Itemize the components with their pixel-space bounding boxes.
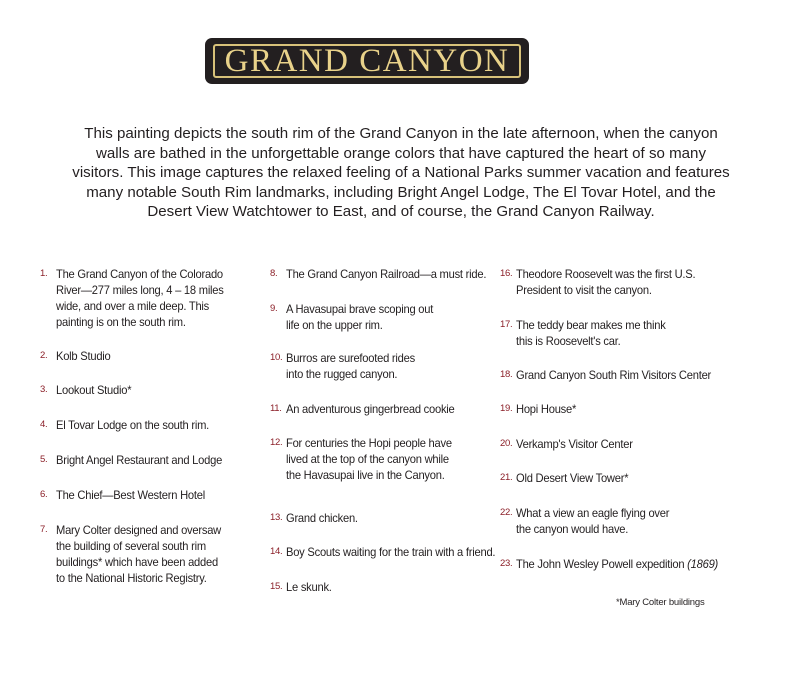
legend-item-text	[56, 417, 209, 433]
legend-item-text	[516, 317, 666, 349]
legend-item-number: 16.	[500, 268, 513, 279]
legend-item	[500, 266, 709, 298]
legend-item-number: 11.	[270, 403, 282, 414]
legend-item-line: to the National Historic Registry.	[56, 571, 207, 585]
page-title: GRAND CANYON	[224, 42, 510, 79]
legend-item-text	[286, 301, 433, 333]
legend-item-number: 6.	[40, 489, 48, 500]
legend-item-line: Hopi House*	[516, 402, 577, 416]
legend-item-number: 3.	[40, 384, 48, 395]
legend-item-line: the canyon would have.	[516, 522, 629, 536]
legend-item-text	[56, 522, 221, 586]
legend-item-line: President to visit the canyon.	[516, 283, 652, 297]
legend-item-text	[286, 401, 455, 417]
legend-item-number: 12.	[270, 437, 283, 448]
legend-item-text	[56, 487, 205, 503]
legend-item-line: For centuries the Hopi people have	[286, 436, 452, 450]
legend-item-number: 8.	[270, 268, 278, 279]
legend-item-number: 14.	[270, 546, 283, 557]
legend-item	[270, 266, 501, 282]
legend-item-line: El Tovar Lodge on the south rim.	[56, 418, 210, 432]
legend-item	[40, 452, 235, 468]
legend-item	[40, 348, 115, 364]
title-banner	[205, 38, 529, 84]
legend-item	[270, 401, 467, 417]
legend-item-line: wide, and over a mile deep. This	[56, 299, 210, 313]
legend-item-line: Boy Scouts waiting for the train with a friend.	[286, 545, 496, 559]
legend-item-text	[286, 510, 358, 526]
legend-item-number: 22.	[500, 507, 513, 518]
legend-item-number: 23.	[500, 558, 513, 569]
legend-item	[270, 350, 425, 382]
legend-item-number: 2.	[40, 350, 48, 361]
legend-item-line: Grand Canyon South Rim Visitors Center	[516, 368, 712, 382]
legend-item-text	[56, 348, 111, 364]
legend-item-line: the building of several south rim	[56, 539, 206, 553]
legend-item-line: this is Roosevelt's car.	[516, 334, 621, 348]
legend-item-line: into the rugged canyon.	[286, 367, 398, 381]
legend-item-text	[516, 367, 711, 383]
legend-item-number: 20.	[500, 438, 513, 449]
legend-item-number: 13.	[270, 512, 283, 523]
legend-item-number: 5.	[40, 454, 48, 465]
legend-item-line: The Grand Canyon Railroad—a must ride.	[286, 267, 487, 281]
legend-item-line: Burros are surefooted rides	[286, 351, 415, 365]
legend-item-line: The Grand Canyon of the Colorado	[56, 267, 223, 281]
legend-item-line: Old Desert View Tower*	[516, 471, 629, 485]
legend-item	[500, 470, 637, 486]
legend-item-text	[516, 266, 695, 298]
legend-item	[500, 401, 581, 417]
legend-item	[500, 317, 677, 349]
legend-item-line: The John Wesley Powell expedition	[516, 557, 685, 571]
legend-item-text	[516, 556, 718, 572]
legend-item-line: Verkamp's Visitor Center	[516, 437, 633, 451]
legend-item-line: What a view an eagle flying over	[516, 506, 670, 520]
legend-item-line: A Havasupai brave scoping out	[286, 302, 434, 316]
legend-item-text	[286, 544, 495, 560]
legend-item-text	[286, 579, 332, 595]
legend-item-line-wrap	[516, 556, 718, 572]
legend-item-text	[286, 435, 452, 483]
legend-item-number: 7.	[40, 524, 48, 535]
legend-item-number: 9.	[270, 303, 278, 314]
legend-item	[270, 301, 444, 333]
legend-item-text	[56, 452, 222, 468]
legend-item-line: Mary Colter designed and oversaw	[56, 523, 222, 537]
legend-item-number: 17.	[500, 319, 513, 330]
legend-item	[500, 505, 681, 537]
legend-item	[40, 522, 233, 586]
legend-item-number: 1.	[40, 268, 48, 279]
legend-item	[270, 510, 363, 526]
legend-item	[270, 579, 335, 595]
legend-item	[500, 436, 641, 452]
legend-item	[40, 266, 236, 330]
footnote: *Mary Colter buildings	[616, 597, 705, 608]
legend-item-line: Lookout Studio*	[56, 383, 132, 397]
legend-item-line: the Havasupai live in the Canyon.	[286, 468, 445, 482]
legend-item-line: Bright Angel Restaurant and Lodge	[56, 453, 223, 467]
legend-item	[270, 435, 464, 483]
legend-item-text	[56, 382, 131, 398]
legend-item-text	[516, 436, 633, 452]
legend-item-text	[516, 401, 576, 417]
legend-item	[270, 544, 511, 560]
intro-paragraph: This painting depicts the south rim of the Grand Canyon in the late afternoon, when the canyon walls are bathed in the unforgettable orange colors that have captured the heart of so many visitors. This image captures the relaxed feeling of a National Parks summer vacation and features many notable South Rim landmarks, including Bright Angel Lodge, The El Tovar Hotel, and the Desert View Watchtower to East, and of course, the Grand Canyon Railway.	[72, 125, 730, 220]
legend-item	[500, 367, 726, 383]
legend-item-text	[286, 350, 415, 382]
legend-item-number: 21.	[500, 472, 513, 483]
legend-item	[500, 556, 733, 572]
legend-item	[40, 417, 221, 433]
legend-item-line: buildings* which have been added	[56, 555, 218, 569]
legend-item-line: Theodore Roosevelt was the first U.S.	[516, 267, 696, 281]
legend-item-line: The teddy bear makes me think	[516, 318, 666, 332]
legend-item-line: Grand chicken.	[286, 511, 358, 525]
legend-item-number: 19.	[500, 403, 513, 414]
legend-item-line: painting is on the south rim.	[56, 315, 186, 329]
legend-item-line: An adventurous gingerbread cookie	[286, 402, 455, 416]
legend-item-number: 15.	[270, 581, 283, 592]
legend-item	[40, 487, 216, 503]
legend-item-line: life on the upper rim.	[286, 318, 383, 332]
legend-item-line: Kolb Studio	[56, 349, 111, 363]
legend-item-line: River—277 miles long, 4 – 18 miles	[56, 283, 224, 297]
legend-item-text	[516, 470, 628, 486]
legend-item-text	[56, 266, 224, 330]
legend-item-number: 10.	[270, 352, 283, 363]
legend-item-number: 18.	[500, 369, 513, 380]
legend-item-line: The Chief—Best Western Hotel	[56, 488, 205, 502]
title-banner-frame	[213, 44, 521, 78]
legend-item-line: lived at the top of the canyon while	[286, 452, 449, 466]
legend-item-text	[286, 266, 486, 282]
legend-item	[40, 382, 137, 398]
legend-item-year: (1869)	[684, 557, 719, 571]
legend-item-number: 4.	[40, 419, 48, 430]
legend-item-text	[516, 505, 669, 537]
legend-item-line: Le skunk.	[286, 580, 332, 594]
